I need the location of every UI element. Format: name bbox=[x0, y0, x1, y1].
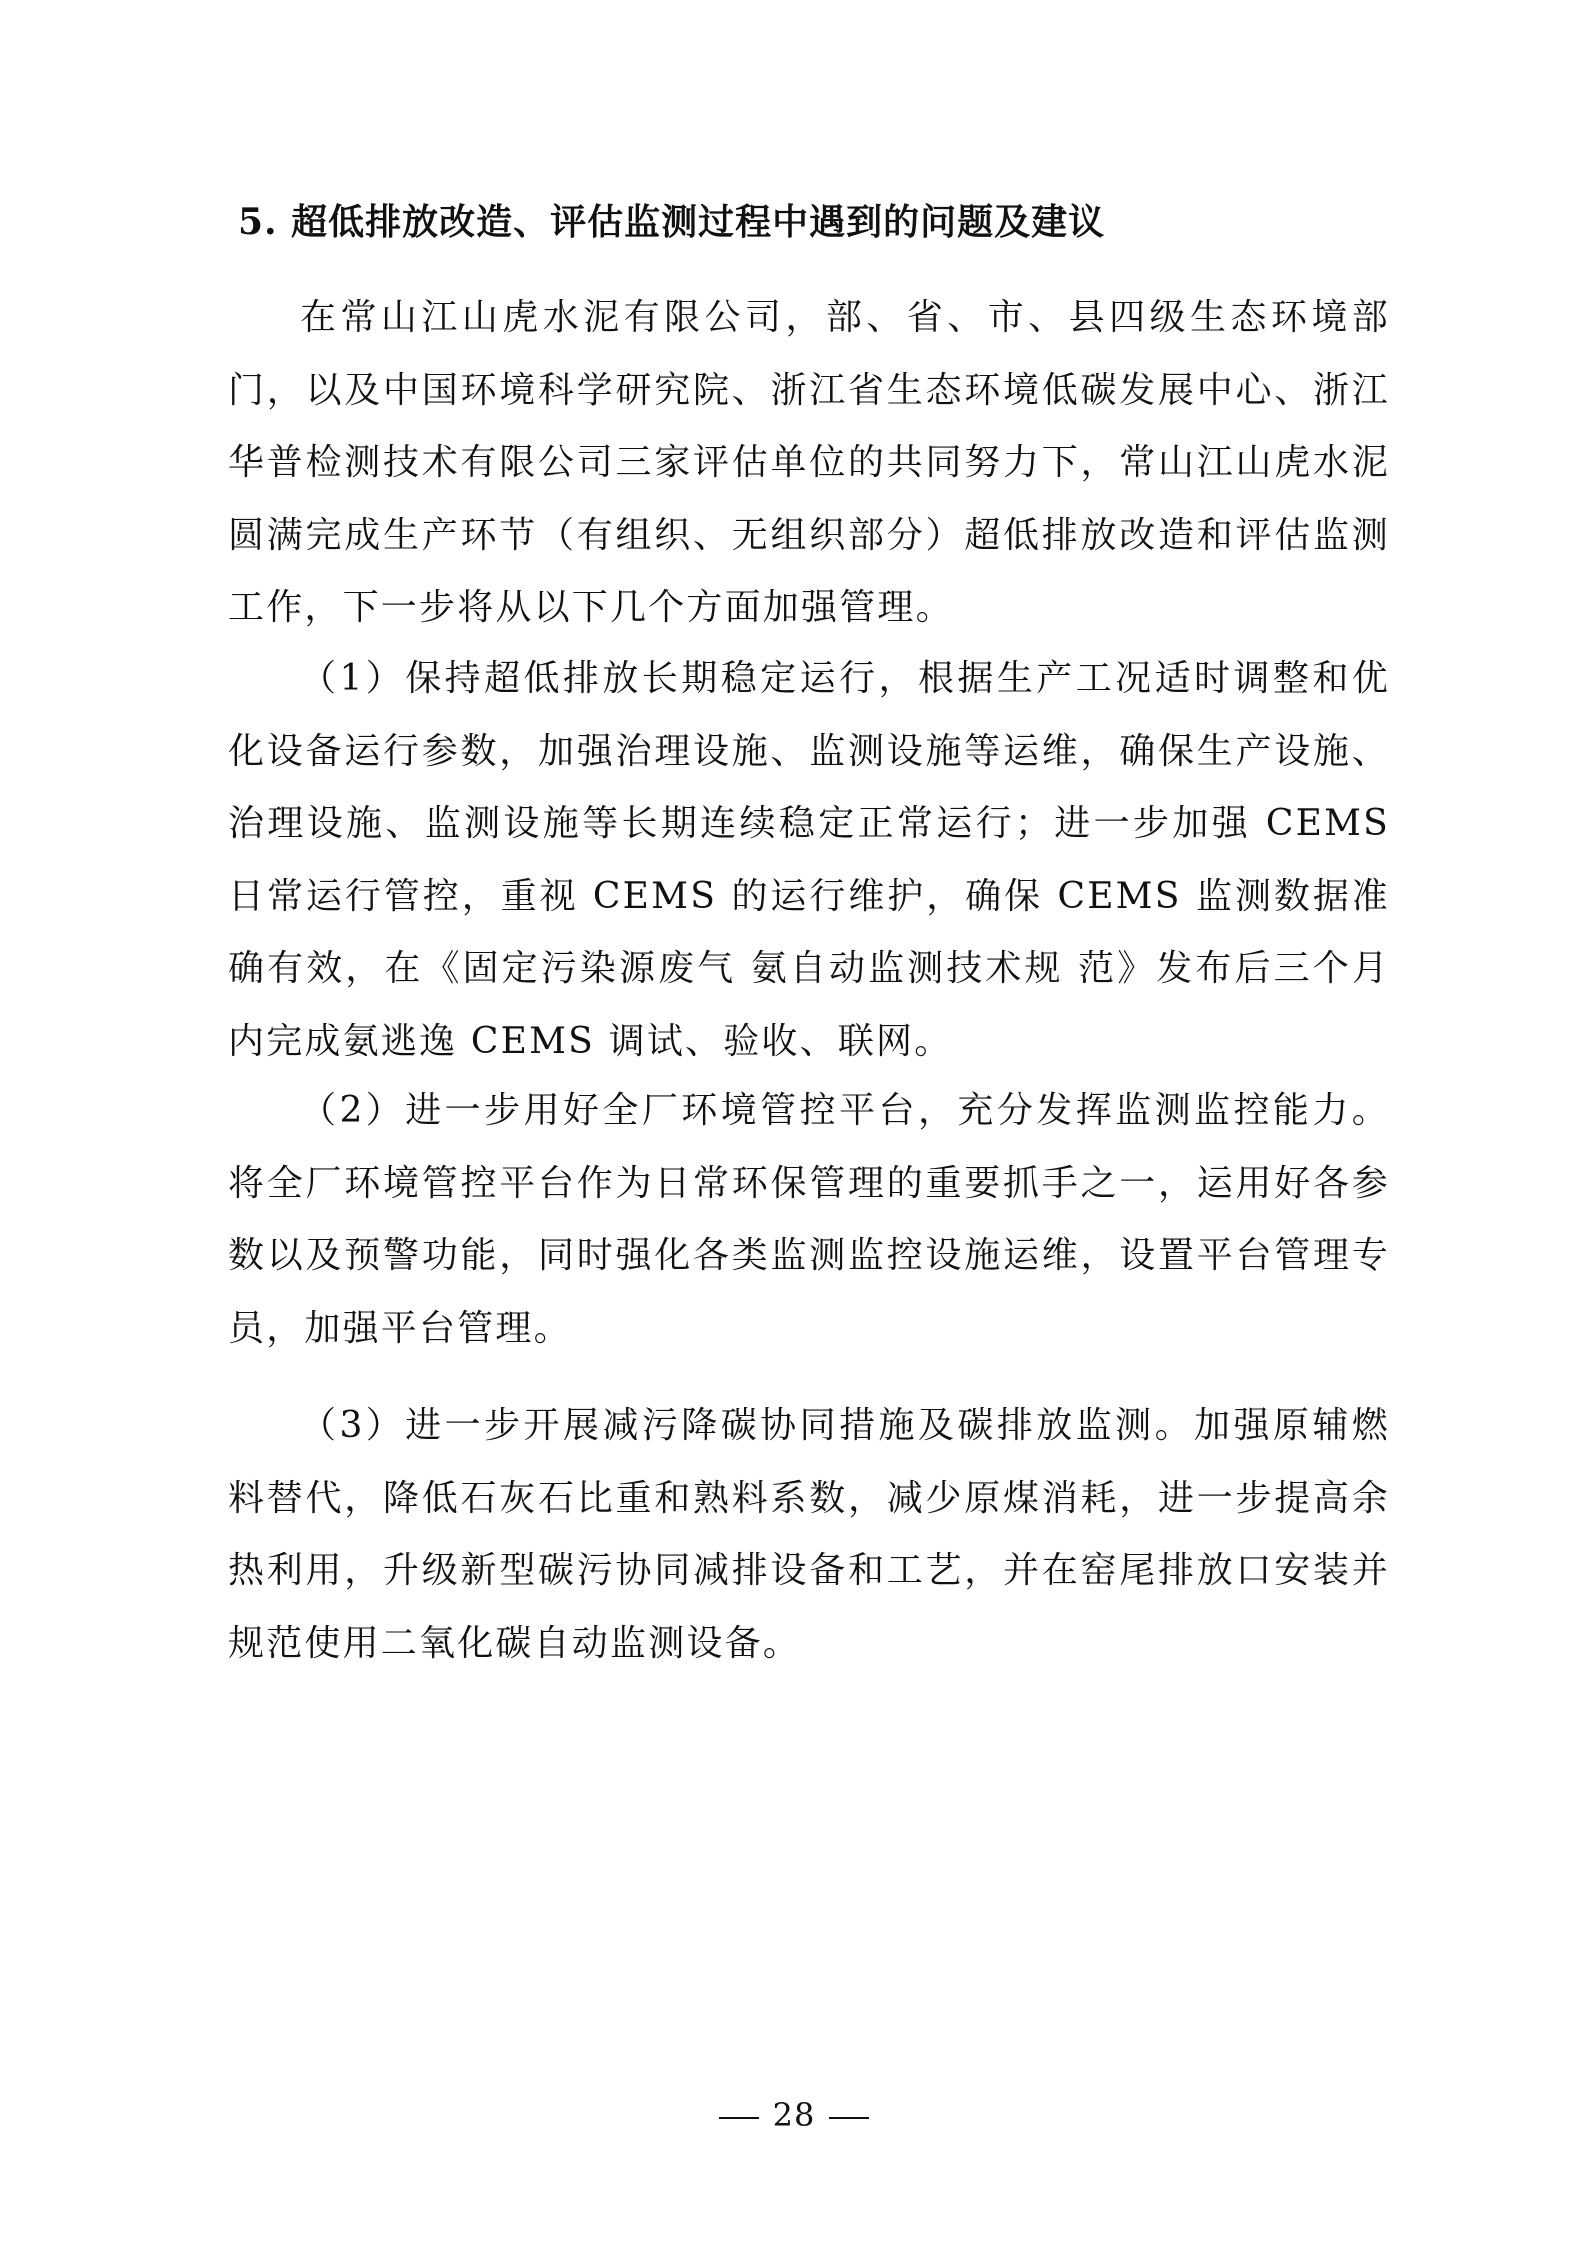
dash-right bbox=[829, 2117, 869, 2119]
dash-left bbox=[719, 2117, 759, 2119]
page-footer bbox=[0, 2090, 1588, 2140]
page-number: 28 bbox=[772, 2096, 816, 2134]
paragraph-item-1: （1）保持超低排放长期稳定运行，根据生产工况适时调整和优化设备运行参数，加强治理设施、监测设施等运维，确保生产设施、治理设施、监测设施等长期连续稳定正常运行；进一步加强 CEMS 日常运行管控，重视 CEMS 的运行维护，确保 CEMS 监测数据准确有效，在《固定污染源废气 氨自动监测技术规 范》发布后三个月内完成氨逃逸 CEMS 调试、验收、联网。 bbox=[228, 658, 1390, 1062]
paragraph-item-3: （3）进一步开展减污降碳协同措施及碳排放监测。加强原辅燃料替代，降低石灰石比重和熟料系数，减少原煤消耗，进一步提高余热利用，升级新型碳污协同减排设备和工艺，并在窑尾排放口安装并规范使用二氧化碳自动监测设备。 bbox=[228, 1405, 1390, 1664]
paragraph-item-2: （2）进一步用好全厂环境管控平台，充分发挥监测监控能力。将全厂环境管控平台作为日常环保管理的重要抓手之一，运用好各参数以及预警功能，同时强化各类监测监控设施运维，设置平台管理专员，加强平台管理。 bbox=[228, 1090, 1390, 1349]
section-heading: 5. 超低排放改造、评估监测过程中遇到的问题及建议 bbox=[238, 201, 1106, 243]
paragraph-intro: 在常山江山虎水泥有限公司，部、省、市、县四级生态环境部门，以及中国环境科学研究院、浙江省生态环境低碳发展中心、浙江华普检测技术有限公司三家评估单位的共同努力下，常山江山虎水泥圆满完成生产环节（有组织、无组织部分）超低排放改造和评估监测工作，下一步将从以下几个方面加强管理。 bbox=[228, 297, 1390, 628]
